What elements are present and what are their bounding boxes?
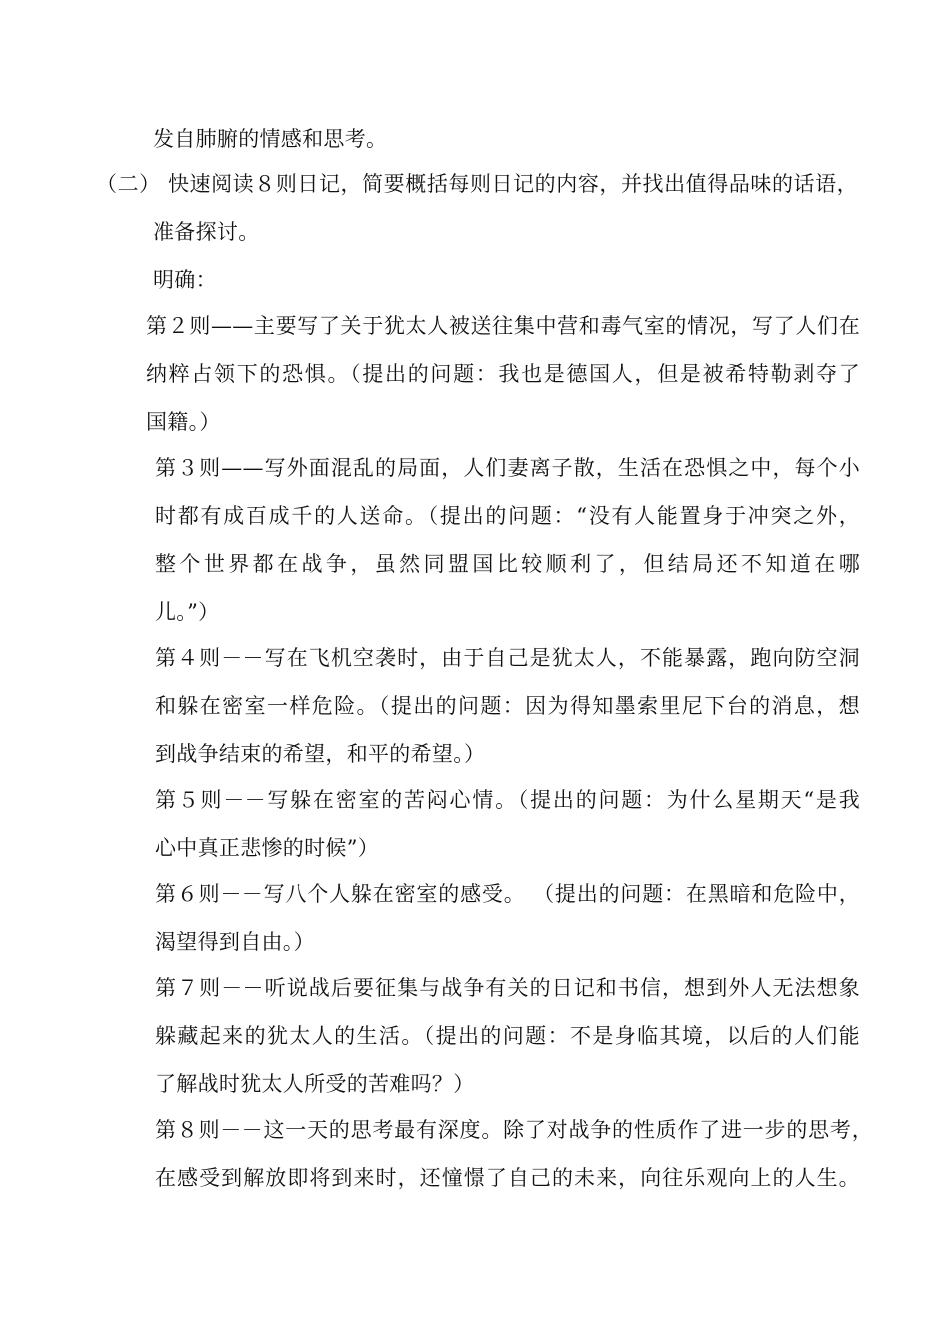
text-line-17: 第６则－－写八个人躲在密室的感受。 （提出的问题：在黑暗和危险中， (155, 882, 860, 906)
text-line-5: 第２则——主要写了关于犹太人被送往集中营和毒气室的情况，写了人们在 (146, 314, 860, 338)
text-line-9: 时都有成百成千的人送命。（提出的问题：“没有人能置身于冲突之外， (155, 504, 860, 528)
text-line-2: （二） 快速阅读８则日记，简要概括每则日记的内容，并找出值得品味的话语， (96, 172, 858, 196)
text-line-12: 第４则－－写在飞机空袭时，由于自己是犹太人，不能暴露，跑向防空洞 (155, 646, 860, 670)
text-line-14: 到战争结束的希望，和平的希望。） (155, 742, 486, 766)
text-line-18: 渴望得到自由。） (155, 930, 315, 954)
text-line-3: 准备探讨。 (153, 220, 260, 244)
text-line-13: 和躲在密室一样危险。（提出的问题：因为得知墨索里尼下台的消息，想 (155, 694, 860, 718)
text-line-11: 儿。”） (155, 600, 220, 624)
text-line-10: 整个世界都在战争，虽然同盟国比较顺利了，但结局还不知道在哪 (155, 552, 860, 576)
text-line-8: 第３则——写外面混乱的局面，人们妻离子散，生活在恐惧之中，每个小 (155, 456, 860, 480)
text-line-4: 明确： (153, 268, 217, 292)
text-line-22: 第８则－－这一天的思考最有深度。除了对战争的性质作了进一步的思考， (155, 1118, 873, 1142)
text-line-20: 躲藏起来的犹太人的生活。（提出的问题：不是身临其境，以后的人们能 (155, 1024, 860, 1048)
text-line-23: 在感受到解放即将到来时，还憧憬了自己的未来，向往乐观向上的人生。 (155, 1166, 860, 1190)
text-line-6: 纳粹占领下的恐惧。（提出的问题：我也是德国人，但是被希特勒剥夺了 (146, 362, 860, 386)
text-line-19: 第７则－－听说战后要征集与战争有关的日记和书信，想到外人无法想象 (155, 976, 860, 1000)
text-line-15: 第５则－－写躲在密室的苦闷心情。（提出的问题：为什么星期天“是我 (155, 788, 860, 812)
text-line-7: 国籍。） (146, 410, 221, 434)
text-line-16: 心中真正悲惨的时候”） (155, 836, 380, 860)
text-line-1: 发自肺腑的情感和思考。 (153, 127, 388, 151)
text-line-21: 了解战时犹太人所受的苦难吗？） (155, 1072, 475, 1096)
